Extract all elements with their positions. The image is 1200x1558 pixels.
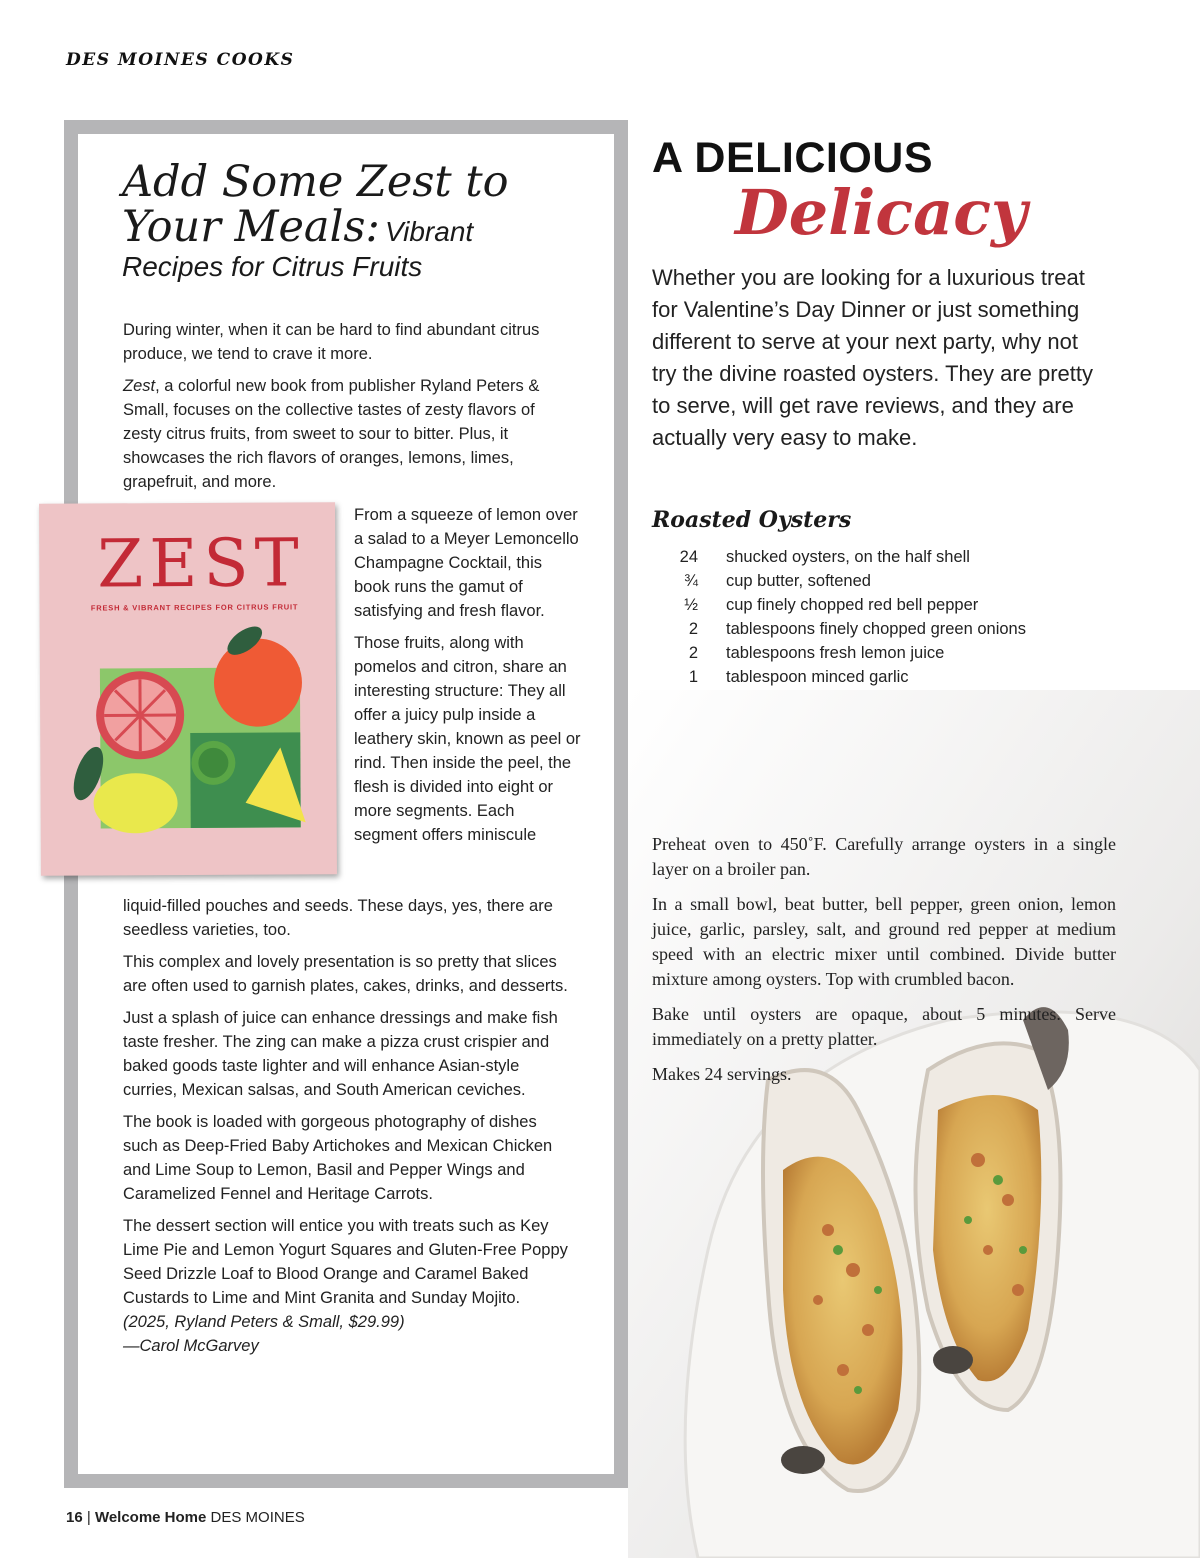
book-citation: (2025, Ryland Peters & Small, $29.99) [123,1313,405,1331]
ingredient-text: cup finely chopped red bell pepper [726,596,979,614]
ingredient-qty: ½ [684,596,698,614]
footer-separator: | [86,1509,91,1526]
ingredient-row [652,569,1122,593]
intro-paragraph: Whether you are looking for a luxurious treat for Valentine’s Day Dinner or just something different to serve at your next party, why not try the divine roasted oysters. They are pretty to serve, will get rave reviews, and they are actually very easy to make. [652,265,1094,450]
ingredient-row [652,665,1122,689]
ingredient-row [652,545,1122,569]
page-number: 16 [66,1509,83,1526]
paragraph-5: This complex and lovely presentation is so pretty that slices are often used to garnish plates, cakes, drinks, and desserts. [123,953,568,995]
paragraph-6: Just a splash of juice can enhance dressings and make fish taste fresher. The zing can make a pizza crust crispier and baked goods taste lighter and will enhance Asian-style curries, Mexican salsas, and South American ceviches. [123,1009,558,1099]
intro-paragraphs [123,318,573,502]
ingredient-qty: 2 [688,620,698,638]
title-line-2: Your Meals: [122,202,380,253]
title-line-1: Add Some Zest to [122,157,509,207]
ingredient-text: shucked oysters, on the half shell [726,548,970,566]
subtitle-part-2: Recipes for Citrus Fruits [122,251,423,283]
book-cover-subtitle: FRESH & VIBRANT RECIPES FOR CITRUS FRUIT [90,602,299,613]
page-footer [66,1509,305,1526]
paragraph-8 [123,1214,573,1358]
ingredient-text: tablespoons finely chopped green onions [726,620,1026,638]
ingredient-qty: 2 [688,644,698,662]
ingredient-text: tablespoons fresh lemon juice [726,644,945,662]
recipe-title: Roasted Oysters [652,507,852,533]
paragraph-4-continued: liquid-filled pouches and seeds. These days, yes, there are seedless varieties, too. [123,897,553,939]
ingredient-qty: 1 [688,668,698,686]
book-cover-title: ZEST [97,524,305,603]
ingredient-qty: 24 [679,548,698,566]
ingredient-row [652,617,1122,641]
paragraph-4-wrap: Those fruits, along with pomelos and citron, share an interesting structure: They all offer a juicy pulp inside a leathery skin, known as peel or rind. Then inside the peel, the flesh is divided into eight or more segments. Each segment offers miniscule [354,634,581,844]
magazine-name-city: DES MOINES [210,1509,305,1526]
paragraph-2-text: , a colorful new book from publisher Ryland Peters & Small, focuses on the collective tastes of zesty flavors of zesty citrus fruits, from sweet to sour to bitter. Plus, it showcases the rich flavors of oranges, lemons, limes, grapefruit, and more. [123,377,540,491]
ingredient-text: tablespoon minced garlic [726,668,909,686]
recipe-yield: Makes 24 servings. [652,1064,792,1084]
paragraph-7: The book is loaded with gorgeous photography of dishes such as Deep-Fried Baby Artichokes and Mexican Chicken and Lime Soup to Lemon, Basil and Pepper Wings and Caramelized Fennel and Heritage Carrots. [123,1113,553,1203]
ingredient-qty: ¾ [684,572,698,590]
paragraph-2 [123,374,573,494]
paragraph-3: From a squeeze of lemon over a salad to a Meyer Lemoncello Champagne Cocktail, this book runs the gamut of satisfying and fresh flavor. [354,506,579,620]
direction-step: Preheat oven to 450˚F. Carefully arrange oysters in a single layer on a broiler pan. [652,834,1116,879]
ingredient-row [652,641,1122,665]
roasted-oysters-photo [628,690,1200,1558]
paragraph-1: During winter, when it can be hard to find abundant citrus produce, we tend to crave it more. [123,321,540,363]
heading-line-2: Delicacy [735,176,1028,249]
book-cover-illustration [39,502,337,876]
heading-line-1: A DELICIOUS [652,134,934,182]
wrapped-paragraphs [354,503,582,847]
magazine-name-bold: Welcome Home [94,1509,207,1526]
direction-step: Bake until oysters are opaque, about 5 minutes. Serve immediately on a pretty platter. [652,1004,1116,1049]
book-name: Zest [123,377,156,395]
ingredient-row [652,593,1122,617]
direction-step: In a small bowl, beat butter, bell pepper, green onion, lemon juice, garlic, parsley, salt, and ground red pepper at medium speed with an electric mixer until combined. Divide butter mixture among oysters. Top with crumbled bacon. [652,894,1116,989]
article-title [122,157,592,283]
section-label: DES MOINES COOKS [66,50,295,70]
main-paragraphs [123,894,573,1366]
byline: —Carol McGarvey [123,1337,259,1355]
paragraph-8-text: The dessert section will entice you with treats such as Key Lime Pie and Lemon Yogurt Squares and Gluten-Free Poppy Seed Drizzle Loaf to Blood Orange and Caramel Baked Custards to Lime and Mint Granita and Sunday Mojito. [123,1217,568,1307]
subtitle-part-1: Vibrant [384,216,474,248]
book-cover-image [39,502,337,876]
recipe-directions [652,832,1116,1097]
ingredient-text: cup butter, softened [726,572,871,590]
